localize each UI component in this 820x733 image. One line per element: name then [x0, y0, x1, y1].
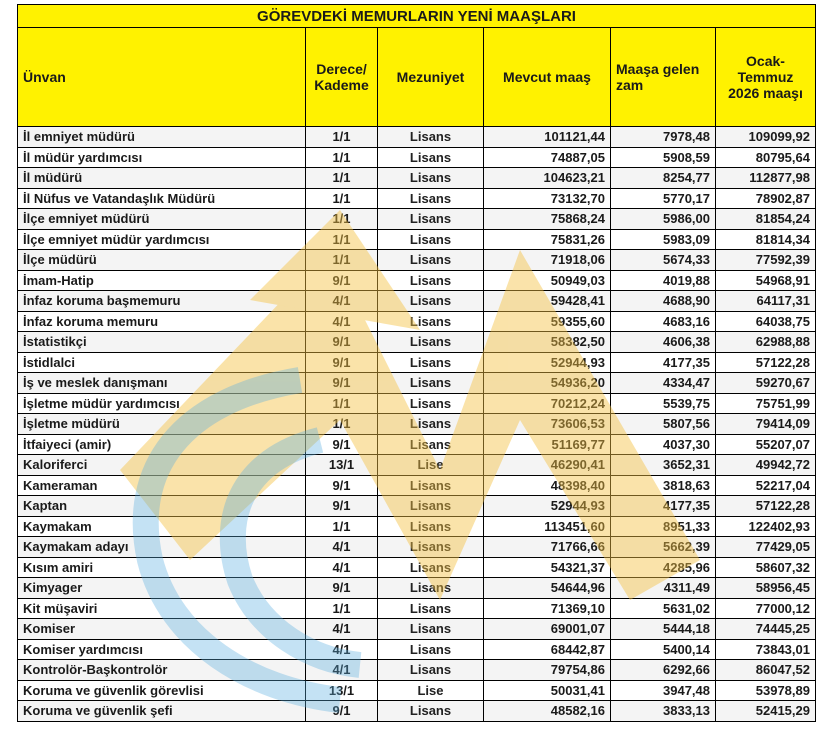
cell-mezuniyet: Lisans — [378, 352, 484, 373]
cell-mezuniyet: Lisans — [378, 578, 484, 599]
cell-derece: 9/1 — [306, 373, 378, 394]
cell-zam: 5662,39 — [611, 537, 716, 558]
cell-mevcut-maas: 71369,10 — [484, 598, 611, 619]
cell-derece: 9/1 — [306, 578, 378, 599]
cell-zam: 5631,02 — [611, 598, 716, 619]
cell-unvan: Koruma ve güvenlik şefi — [18, 701, 306, 722]
cell-unvan: İşletme müdür yardımcısı — [18, 393, 306, 414]
cell-mezuniyet: Lisans — [378, 537, 484, 558]
cell-derece: 9/1 — [306, 701, 378, 722]
cell-derece: 1/1 — [306, 168, 378, 189]
cell-yeni-maas: 80795,64 — [716, 147, 816, 168]
cell-mevcut-maas: 50031,41 — [484, 680, 611, 701]
table-row — [18, 373, 816, 394]
cell-mezuniyet: Lisans — [378, 701, 484, 722]
cell-mezuniyet: Lisans — [378, 475, 484, 496]
cell-zam: 3833,13 — [611, 701, 716, 722]
cell-yeni-maas: 81814,34 — [716, 229, 816, 250]
cell-yeni-maas: 57122,28 — [716, 496, 816, 517]
cell-mezuniyet: Lisans — [378, 311, 484, 332]
cell-derece: 4/1 — [306, 557, 378, 578]
cell-zam: 6292,66 — [611, 660, 716, 681]
cell-yeni-maas: 64038,75 — [716, 311, 816, 332]
cell-zam: 5908,59 — [611, 147, 716, 168]
cell-derece: 9/1 — [306, 496, 378, 517]
table-row — [18, 209, 816, 230]
header-row — [18, 28, 816, 127]
cell-mezuniyet: Lisans — [378, 168, 484, 189]
cell-unvan: Kontrolör-Başkontrolör — [18, 660, 306, 681]
cell-yeni-maas: 109099,92 — [716, 127, 816, 148]
cell-mevcut-maas: 54644,96 — [484, 578, 611, 599]
cell-mevcut-maas: 69001,07 — [484, 619, 611, 640]
cell-yeni-maas: 53978,89 — [716, 680, 816, 701]
table-row — [18, 619, 816, 640]
table-row — [18, 455, 816, 476]
cell-zam: 4019,88 — [611, 270, 716, 291]
table-row — [18, 434, 816, 455]
cell-mezuniyet: Lisans — [378, 393, 484, 414]
table-row — [18, 127, 816, 148]
cell-mevcut-maas: 68442,87 — [484, 639, 611, 660]
cell-zam: 3652,31 — [611, 455, 716, 476]
cell-mezuniyet: Lisans — [378, 147, 484, 168]
cell-derece: 1/1 — [306, 229, 378, 250]
cell-mevcut-maas: 58382,50 — [484, 332, 611, 353]
cell-mevcut-maas: 70212,24 — [484, 393, 611, 414]
cell-unvan: İl müdürü — [18, 168, 306, 189]
cell-yeni-maas: 77000,12 — [716, 598, 816, 619]
cell-unvan: İstatistikçi — [18, 332, 306, 353]
table-row — [18, 414, 816, 435]
cell-derece: 4/1 — [306, 291, 378, 312]
header-yeni-maas: Ocak-Temmuz 2026 maaşı — [716, 28, 816, 127]
cell-mezuniyet: Lisans — [378, 291, 484, 312]
table-row — [18, 537, 816, 558]
cell-derece: 1/1 — [306, 516, 378, 537]
cell-derece: 9/1 — [306, 352, 378, 373]
cell-mezuniyet: Lisans — [378, 188, 484, 209]
cell-zam: 4311,49 — [611, 578, 716, 599]
cell-mevcut-maas: 71766,66 — [484, 537, 611, 558]
cell-mevcut-maas: 79754,86 — [484, 660, 611, 681]
cell-mevcut-maas: 54936,20 — [484, 373, 611, 394]
table-row — [18, 147, 816, 168]
cell-derece: 1/1 — [306, 598, 378, 619]
cell-mezuniyet: Lisans — [378, 332, 484, 353]
cell-mezuniyet: Lisans — [378, 209, 484, 230]
cell-zam: 7978,48 — [611, 127, 716, 148]
cell-zam: 4285,96 — [611, 557, 716, 578]
cell-zam: 4037,30 — [611, 434, 716, 455]
cell-yeni-maas: 81854,24 — [716, 209, 816, 230]
cell-unvan: Kameraman — [18, 475, 306, 496]
cell-yeni-maas: 78902,87 — [716, 188, 816, 209]
cell-unvan: Komiser yardımcısı — [18, 639, 306, 660]
cell-yeni-maas: 62988,88 — [716, 332, 816, 353]
cell-derece: 1/1 — [306, 393, 378, 414]
cell-derece: 9/1 — [306, 475, 378, 496]
table-row — [18, 270, 816, 291]
cell-zam: 4177,35 — [611, 352, 716, 373]
cell-derece: 9/1 — [306, 434, 378, 455]
table-row — [18, 496, 816, 517]
cell-mezuniyet: Lisans — [378, 229, 484, 250]
cell-zam: 8951,33 — [611, 516, 716, 537]
cell-mezuniyet: Lisans — [378, 660, 484, 681]
cell-unvan: Koruma ve güvenlik görevlisi — [18, 680, 306, 701]
cell-derece: 13/1 — [306, 680, 378, 701]
cell-yeni-maas: 77429,05 — [716, 537, 816, 558]
cell-mevcut-maas: 75868,24 — [484, 209, 611, 230]
header-mevcut-maas: Mevcut maaş — [484, 28, 611, 127]
cell-unvan: İl Nüfus ve Vatandaşlık Müdürü — [18, 188, 306, 209]
cell-zam: 5539,75 — [611, 393, 716, 414]
cell-mezuniyet: Lisans — [378, 598, 484, 619]
cell-derece: 1/1 — [306, 209, 378, 230]
table-row — [18, 557, 816, 578]
cell-mezuniyet: Lisans — [378, 270, 484, 291]
cell-derece: 9/1 — [306, 332, 378, 353]
salary-table — [17, 4, 816, 722]
cell-mevcut-maas: 59355,60 — [484, 311, 611, 332]
cell-derece: 1/1 — [306, 127, 378, 148]
cell-mevcut-maas: 74887,05 — [484, 147, 611, 168]
cell-zam: 5770,17 — [611, 188, 716, 209]
table-row — [18, 701, 816, 722]
cell-unvan: İmam-Hatip — [18, 270, 306, 291]
table-row — [18, 332, 816, 353]
table-row — [18, 229, 816, 250]
cell-mezuniyet: Lisans — [378, 557, 484, 578]
cell-mevcut-maas: 75831,26 — [484, 229, 611, 250]
table-row — [18, 352, 816, 373]
title-row — [18, 5, 816, 28]
cell-unvan: Kısım amiri — [18, 557, 306, 578]
cell-zam: 4683,16 — [611, 311, 716, 332]
cell-zam: 3947,48 — [611, 680, 716, 701]
table-row — [18, 188, 816, 209]
cell-zam: 5807,56 — [611, 414, 716, 435]
cell-zam: 5400,14 — [611, 639, 716, 660]
cell-unvan: İstidlalci — [18, 352, 306, 373]
cell-mevcut-maas: 48398,40 — [484, 475, 611, 496]
cell-mevcut-maas: 104623,21 — [484, 168, 611, 189]
cell-mezuniyet: Lisans — [378, 127, 484, 148]
cell-mevcut-maas: 51169,77 — [484, 434, 611, 455]
cell-zam: 8254,77 — [611, 168, 716, 189]
cell-yeni-maas: 55207,07 — [716, 434, 816, 455]
cell-mevcut-maas: 113451,60 — [484, 516, 611, 537]
cell-mevcut-maas: 59428,41 — [484, 291, 611, 312]
cell-yeni-maas: 122402,93 — [716, 516, 816, 537]
cell-mevcut-maas: 71918,06 — [484, 250, 611, 271]
cell-mezuniyet: Lisans — [378, 414, 484, 435]
cell-unvan: İl müdür yardımcısı — [18, 147, 306, 168]
cell-yeni-maas: 52217,04 — [716, 475, 816, 496]
table-row — [18, 291, 816, 312]
cell-mevcut-maas: 50949,03 — [484, 270, 611, 291]
cell-yeni-maas: 112877,98 — [716, 168, 816, 189]
table-body — [18, 127, 816, 722]
cell-zam: 4606,38 — [611, 332, 716, 353]
cell-zam: 3818,63 — [611, 475, 716, 496]
cell-unvan: İnfaz koruma memuru — [18, 311, 306, 332]
cell-derece: 4/1 — [306, 311, 378, 332]
cell-zam: 5444,18 — [611, 619, 716, 640]
cell-zam: 4177,35 — [611, 496, 716, 517]
cell-unvan: Kaymakam — [18, 516, 306, 537]
cell-unvan: İşletme müdürü — [18, 414, 306, 435]
cell-mevcut-maas: 73132,70 — [484, 188, 611, 209]
cell-yeni-maas: 86047,52 — [716, 660, 816, 681]
cell-mezuniyet: Lisans — [378, 639, 484, 660]
cell-mevcut-maas: 46290,41 — [484, 455, 611, 476]
cell-unvan: Kaptan — [18, 496, 306, 517]
cell-unvan: İlçe emniyet müdür yardımcısı — [18, 229, 306, 250]
cell-unvan: İlçe müdürü — [18, 250, 306, 271]
header-zam: Maaşa gelen zam — [611, 28, 716, 127]
cell-zam: 4334,47 — [611, 373, 716, 394]
table-row — [18, 680, 816, 701]
cell-unvan: Komiser — [18, 619, 306, 640]
cell-yeni-maas: 73843,01 — [716, 639, 816, 660]
table-row — [18, 311, 816, 332]
cell-unvan: Kimyager — [18, 578, 306, 599]
cell-yeni-maas: 75751,99 — [716, 393, 816, 414]
cell-mevcut-maas: 73606,53 — [484, 414, 611, 435]
cell-mezuniyet: Lisans — [378, 619, 484, 640]
cell-zam: 5986,00 — [611, 209, 716, 230]
cell-mevcut-maas: 54321,37 — [484, 557, 611, 578]
cell-mezuniyet: Lise — [378, 455, 484, 476]
cell-unvan: İl emniyet müdürü — [18, 127, 306, 148]
cell-yeni-maas: 58956,45 — [716, 578, 816, 599]
table-row — [18, 475, 816, 496]
cell-derece: 13/1 — [306, 455, 378, 476]
cell-zam: 5983,09 — [611, 229, 716, 250]
cell-zam: 4688,90 — [611, 291, 716, 312]
table-row — [18, 639, 816, 660]
cell-yeni-maas: 77592,39 — [716, 250, 816, 271]
table-row — [18, 250, 816, 271]
header-unvan: Ünvan — [18, 28, 306, 127]
cell-yeni-maas: 52415,29 — [716, 701, 816, 722]
cell-unvan: Kaymakam adayı — [18, 537, 306, 558]
cell-unvan: Kit müşaviri — [18, 598, 306, 619]
cell-yeni-maas: 59270,67 — [716, 373, 816, 394]
cell-derece: 1/1 — [306, 414, 378, 435]
cell-mezuniyet: Lisans — [378, 516, 484, 537]
table-row — [18, 660, 816, 681]
header-mezuniyet: Mezuniyet — [378, 28, 484, 127]
cell-derece: 4/1 — [306, 660, 378, 681]
cell-unvan: İnfaz koruma başmemuru — [18, 291, 306, 312]
table-title: GÖREVDEKİ MEMURLARIN YENİ MAAŞLARI — [18, 5, 816, 28]
cell-yeni-maas: 57122,28 — [716, 352, 816, 373]
cell-unvan: Kaloriferci — [18, 455, 306, 476]
cell-yeni-maas: 79414,09 — [716, 414, 816, 435]
cell-mevcut-maas: 101121,44 — [484, 127, 611, 148]
cell-derece: 4/1 — [306, 619, 378, 640]
cell-yeni-maas: 64117,31 — [716, 291, 816, 312]
cell-unvan: İtfaiyeci (amir) — [18, 434, 306, 455]
cell-derece: 1/1 — [306, 250, 378, 271]
cell-derece: 1/1 — [306, 147, 378, 168]
cell-yeni-maas: 58607,32 — [716, 557, 816, 578]
cell-derece: 4/1 — [306, 537, 378, 558]
cell-mezuniyet: Lisans — [378, 250, 484, 271]
table-row — [18, 393, 816, 414]
cell-mezuniyet: Lisans — [378, 434, 484, 455]
table-row — [18, 516, 816, 537]
table-row — [18, 598, 816, 619]
cell-mezuniyet: Lisans — [378, 496, 484, 517]
cell-yeni-maas: 74445,25 — [716, 619, 816, 640]
cell-derece: 1/1 — [306, 188, 378, 209]
cell-yeni-maas: 49942,72 — [716, 455, 816, 476]
cell-mevcut-maas: 48582,16 — [484, 701, 611, 722]
cell-derece: 9/1 — [306, 270, 378, 291]
cell-unvan: İş ve meslek danışmanı — [18, 373, 306, 394]
cell-zam: 5674,33 — [611, 250, 716, 271]
cell-mevcut-maas: 52944,93 — [484, 496, 611, 517]
cell-mezuniyet: Lisans — [378, 373, 484, 394]
table-row — [18, 578, 816, 599]
cell-derece: 4/1 — [306, 639, 378, 660]
cell-mevcut-maas: 52944,93 — [484, 352, 611, 373]
cell-unvan: İlçe emniyet müdürü — [18, 209, 306, 230]
cell-mezuniyet: Lise — [378, 680, 484, 701]
table-row — [18, 168, 816, 189]
header-derece-kademe: Derece/ Kademe — [306, 28, 378, 127]
cell-yeni-maas: 54968,91 — [716, 270, 816, 291]
